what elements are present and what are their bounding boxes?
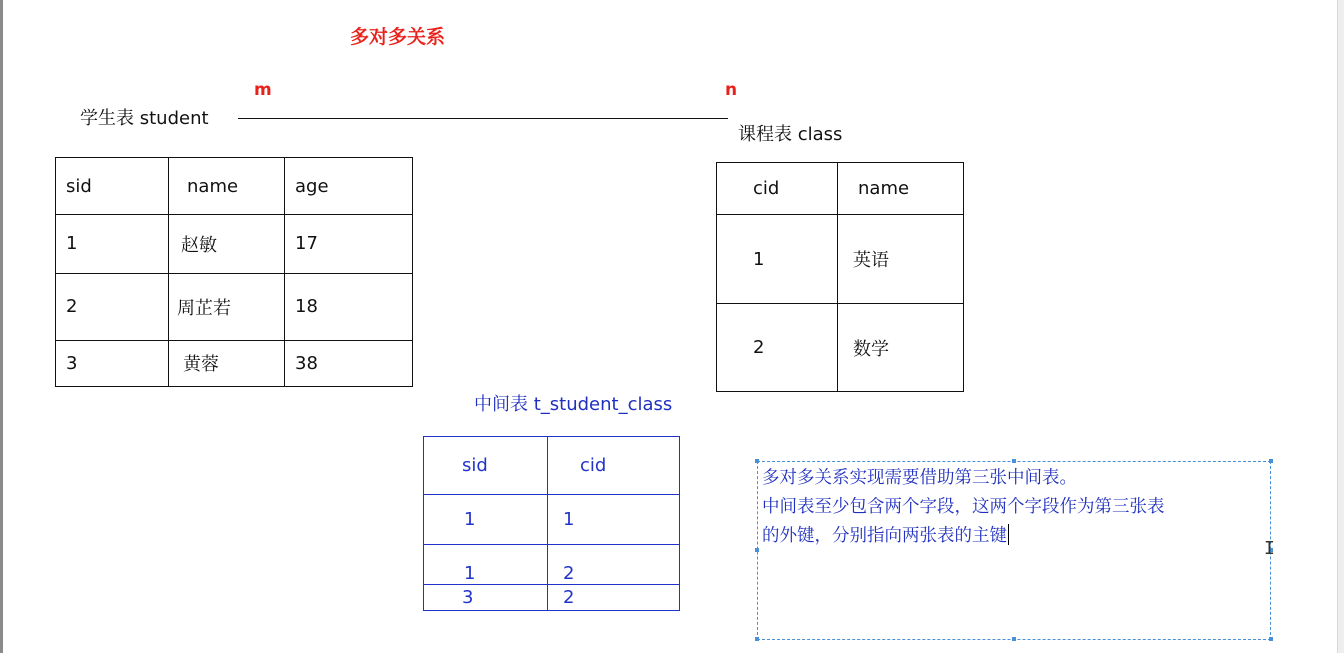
text-caret bbox=[1008, 524, 1009, 545]
table-row bbox=[424, 495, 680, 545]
resize-handle-tl[interactable] bbox=[755, 459, 759, 463]
table-header-cell: age bbox=[285, 158, 413, 215]
table-row bbox=[56, 158, 413, 215]
table-row bbox=[56, 273, 413, 340]
table-cell: 赵敏 bbox=[169, 215, 285, 273]
table-row bbox=[717, 163, 964, 215]
table-cell: 2 bbox=[717, 304, 838, 392]
table-cell: 数学 bbox=[838, 304, 964, 392]
note-line-3-text: 的外键，分别指向两张表的主键 bbox=[762, 526, 1007, 546]
table-row bbox=[56, 215, 413, 273]
table-header-cell: name bbox=[169, 158, 285, 215]
table-header-cell: name bbox=[838, 163, 964, 215]
middle-table bbox=[423, 436, 680, 611]
table-cell: 1 bbox=[424, 495, 548, 545]
resize-handle-bottom[interactable] bbox=[1012, 637, 1016, 641]
student-table-label: 学生表 student bbox=[80, 108, 209, 129]
note-textbox[interactable] bbox=[757, 461, 1271, 640]
table-row bbox=[717, 304, 964, 392]
note-line-3 bbox=[762, 522, 1264, 551]
relation-line bbox=[238, 118, 728, 119]
note-line-2: 中间表至少包含两个字段，这两个字段作为第三张表 bbox=[762, 497, 1165, 517]
table-cell: 2 bbox=[548, 585, 680, 611]
student-table bbox=[55, 157, 413, 387]
table-cell: 1 bbox=[56, 215, 169, 273]
middle-table-label: 中间表 t_student_class bbox=[474, 394, 673, 415]
resize-handle-bl[interactable] bbox=[755, 637, 759, 641]
table-header-cell: sid bbox=[424, 437, 548, 495]
relation-mark-n: n bbox=[725, 80, 738, 100]
table-cell: 黄蓉 bbox=[169, 340, 285, 386]
table-row bbox=[717, 215, 964, 304]
table-cell: 1 bbox=[424, 545, 548, 585]
table-row bbox=[424, 585, 680, 611]
table-cell: 英语 bbox=[838, 215, 964, 304]
table-cell: 3 bbox=[56, 340, 169, 386]
scrollbar[interactable] bbox=[1337, 0, 1344, 653]
window-edge bbox=[0, 0, 3, 653]
table-cell: 18 bbox=[285, 273, 413, 340]
table-row bbox=[424, 545, 680, 585]
page-title: 多对多关系 bbox=[350, 26, 446, 48]
table-row bbox=[56, 340, 413, 386]
resize-handle-top[interactable] bbox=[1012, 459, 1016, 463]
table-header-cell: cid bbox=[717, 163, 838, 215]
course-table bbox=[716, 162, 964, 392]
resize-handle-br[interactable] bbox=[1269, 637, 1273, 641]
table-row bbox=[424, 437, 680, 495]
resize-handle-tr[interactable] bbox=[1269, 459, 1273, 463]
resize-handle-left[interactable] bbox=[755, 548, 759, 552]
text-cursor-icon: I bbox=[1264, 538, 1275, 559]
course-table-label: 课程表 class bbox=[738, 124, 843, 145]
table-header-cell: sid bbox=[56, 158, 169, 215]
table-header-cell: cid bbox=[548, 437, 680, 495]
table-cell: 3 bbox=[424, 585, 548, 611]
table-cell: 1 bbox=[717, 215, 838, 304]
note-line-1: 多对多关系实现需要借助第三张中间表。 bbox=[762, 468, 1077, 488]
table-cell: 17 bbox=[285, 215, 413, 273]
table-cell: 1 bbox=[548, 495, 680, 545]
table-cell: 2 bbox=[548, 545, 680, 585]
relation-mark-m: m bbox=[254, 80, 272, 100]
table-cell: 2 bbox=[56, 273, 169, 340]
table-cell: 周芷若 bbox=[169, 273, 285, 340]
table-cell: 38 bbox=[285, 340, 413, 386]
